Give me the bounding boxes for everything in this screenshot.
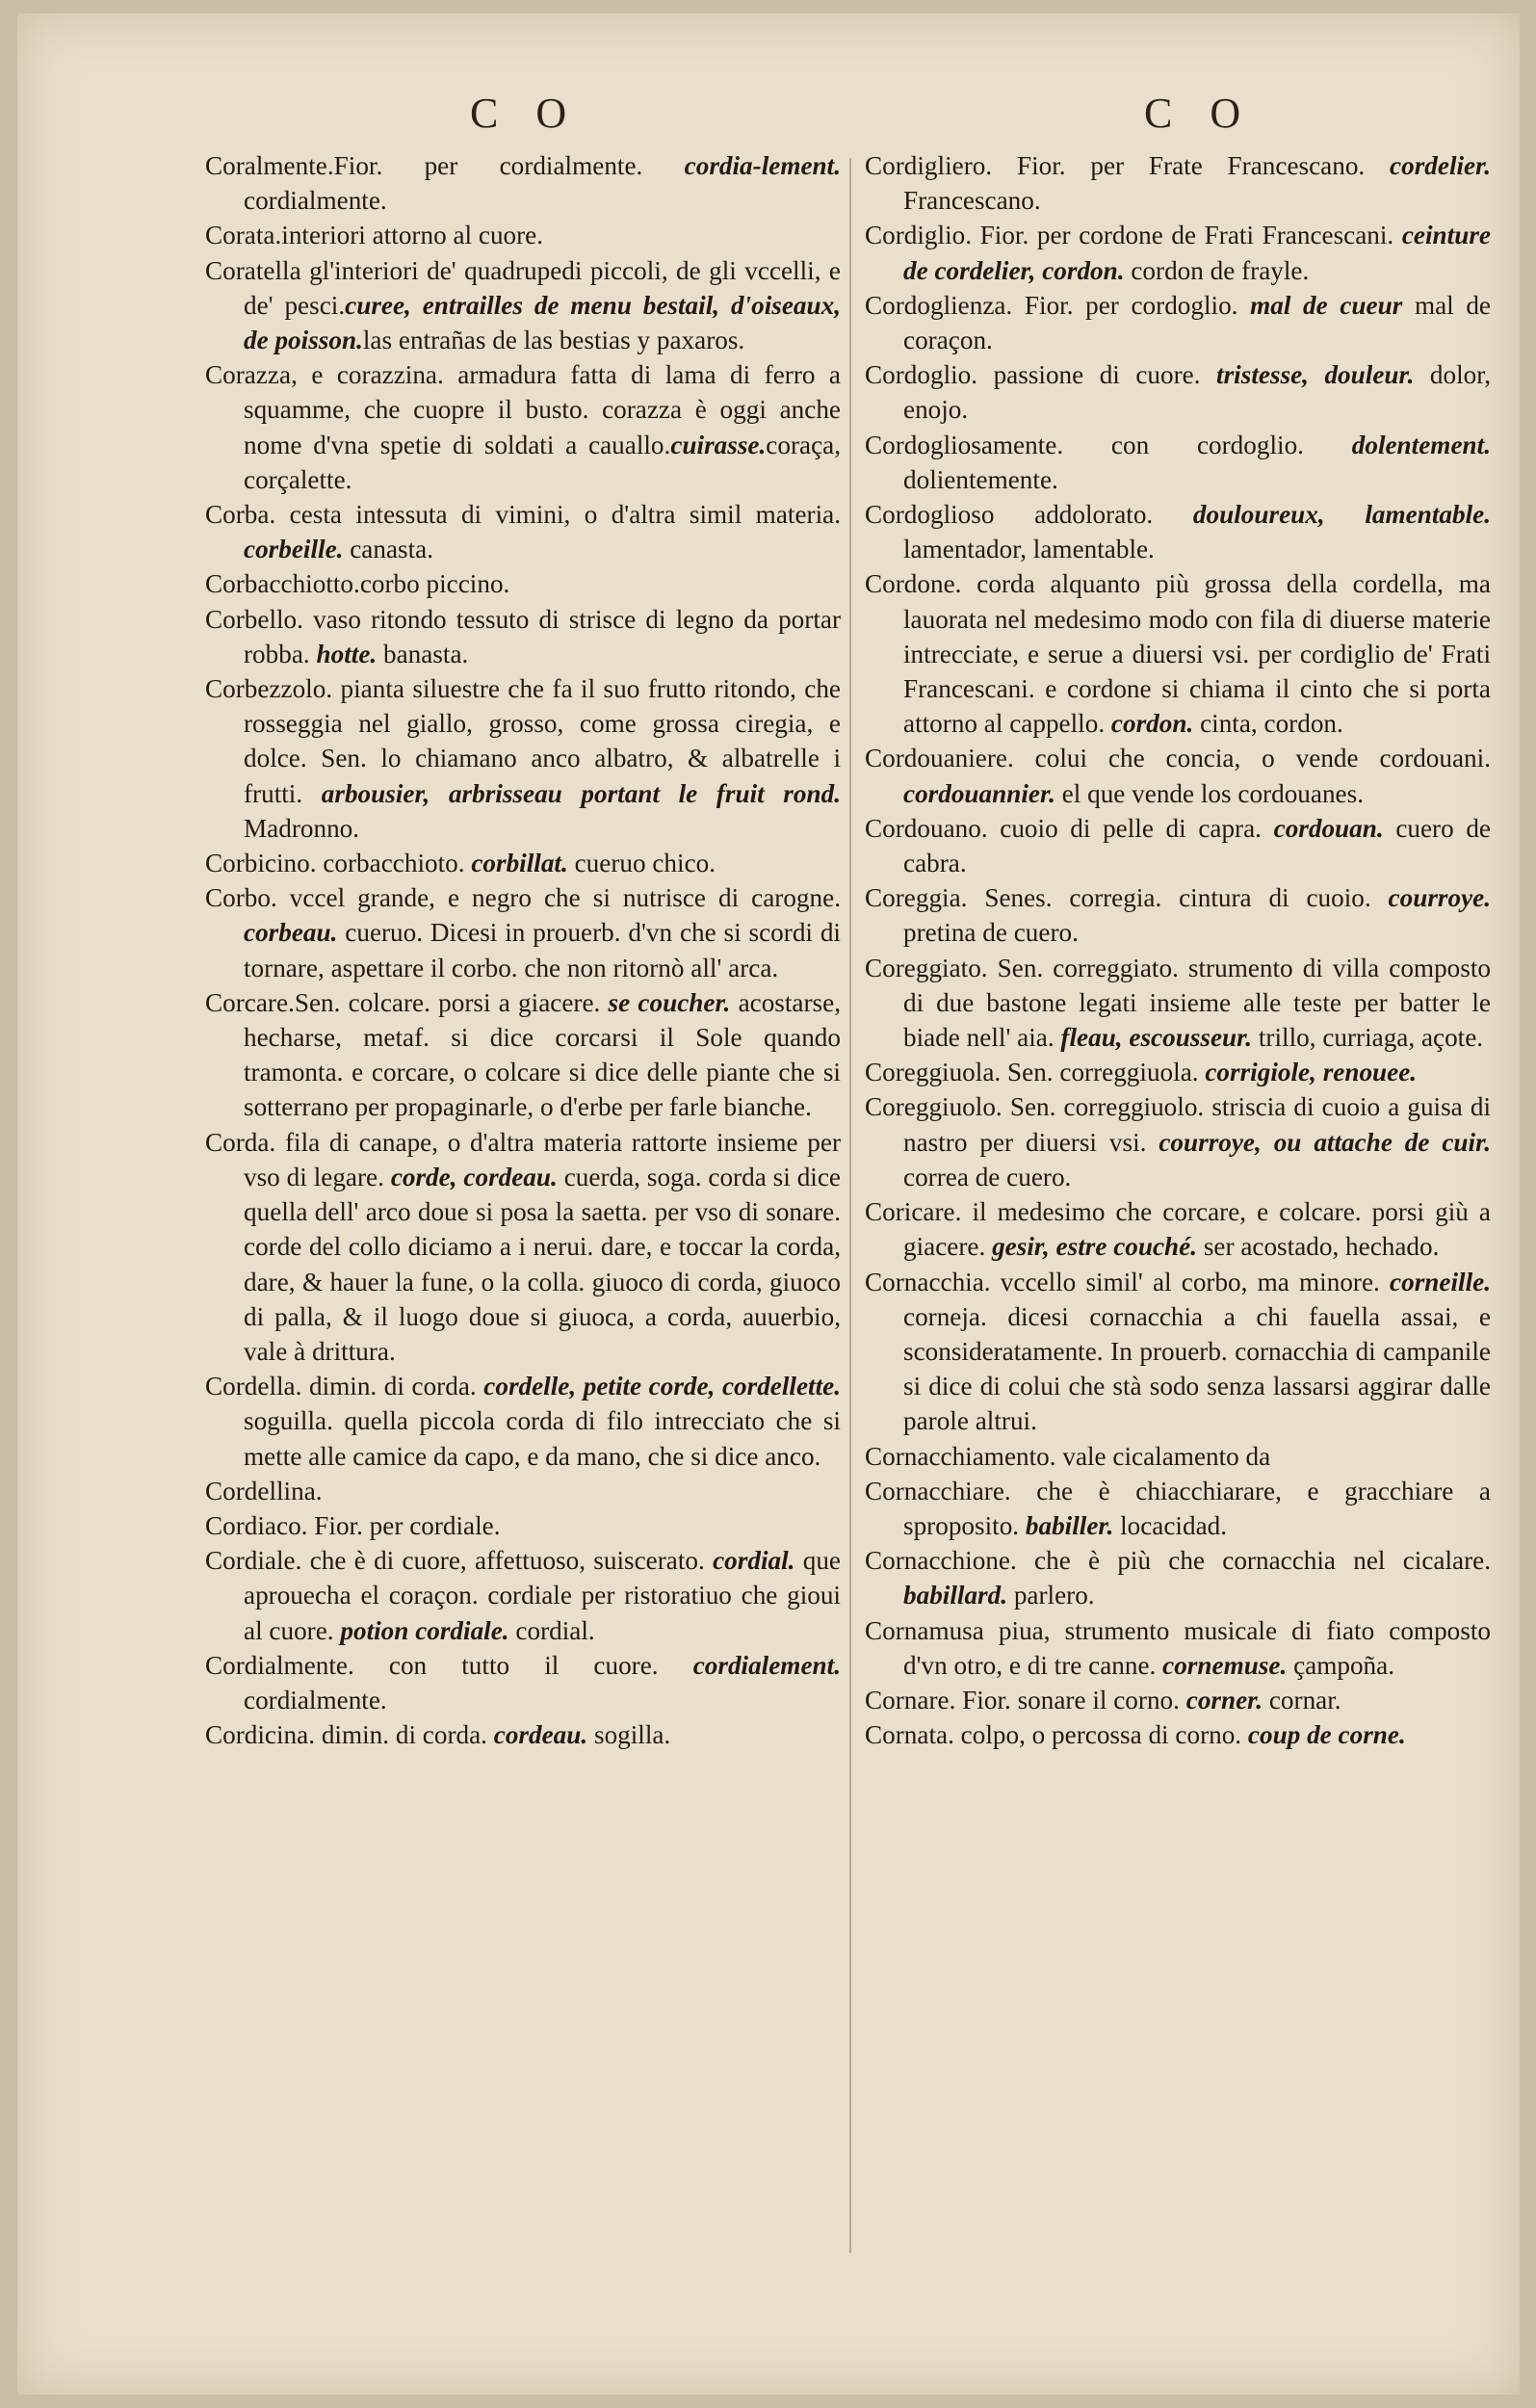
- entry-headword: Corda.: [205, 1127, 276, 1157]
- entry-headword: Corbo.: [205, 883, 277, 913]
- entry-definition: Fior. per cordiale.: [307, 1510, 501, 1540]
- dictionary-entry: [865, 1613, 1491, 1683]
- entry-definition: con tutto il cuore.: [353, 1650, 693, 1680]
- entry-french-equivalent: tristesse, douleur.: [1216, 360, 1415, 390]
- entry-spanish-equivalent: locacidad.: [1113, 1510, 1228, 1540]
- entry-headword: Coricare.: [865, 1197, 962, 1227]
- entry-headword: Coralmente.: [205, 151, 334, 180]
- entry-headword: Cordiglio.: [865, 221, 973, 250]
- dictionary-entry: [865, 1474, 1491, 1543]
- entry-headword: Cordone.: [865, 569, 962, 599]
- dictionary-entry: [205, 218, 841, 252]
- entry-french-equivalent: babiller.: [1025, 1510, 1114, 1540]
- entry-spanish-equivalent: cueruo. Dicesi in prouerb. d'vn che si scordi di tornare, aspettare il corbo. che non ritornò all' arca.: [244, 918, 841, 982]
- entry-headword: Cordoglienza.: [865, 290, 1013, 320]
- entry-headword: Coreggiuola.: [865, 1058, 1002, 1087]
- entry-headword: Cordigliero.: [865, 151, 993, 180]
- entry-french-equivalent: cornemuse.: [1162, 1650, 1288, 1680]
- dictionary-entry: [865, 218, 1491, 287]
- entry-headword: Corbezzolo.: [205, 674, 333, 704]
- entry-spanish-equivalent: trillo, curriaga, açote.: [1252, 1023, 1484, 1053]
- dictionary-entry: [205, 1648, 841, 1717]
- dictionary-entry: [205, 1717, 841, 1752]
- entry-definition: corda alquanto più grossa della cordella, ma lauorata nel medesimo modo con fila di diuerse materie intrecciate, e serue a diuersi vsi. per cordiglio de' Frati Francescani. e cordone si chiama il cinto che si porta attorno al cappello.: [903, 569, 1491, 739]
- entry-headword: Corba.: [205, 500, 276, 530]
- entry-headword: Cordellina.: [205, 1476, 323, 1505]
- entry-definition: piua, strumento musicale di fiato composto d'vn otro, e di tre canne.: [903, 1615, 1491, 1680]
- dictionary-entry: [865, 1543, 1491, 1612]
- entry-french-equivalent: cordelier.: [1390, 151, 1491, 180]
- entry-french-equivalent: corbillat.: [471, 849, 568, 878]
- entry-headword: Cordoglio.: [865, 360, 978, 390]
- entry-french-equivalent: corbeille.: [244, 535, 344, 564]
- entry-spanish-equivalent: dolientemente.: [903, 464, 1058, 494]
- entry-definition: vale cicalamento da: [1055, 1441, 1271, 1471]
- entry-definition: Sen. colcare. porsi a giacere.: [294, 987, 609, 1017]
- entry-definition: colpo, o percossa di corno.: [953, 1720, 1248, 1750]
- entry-headword: Corbicino.: [205, 849, 317, 878]
- entry-headword: Cordiaco.: [205, 1510, 308, 1540]
- entry-definition: Sen. correggiato. strumento di villa composto di due bastone legati insieme alle teste per batter le biade nell' aia.: [903, 953, 1491, 1053]
- entry-definition: corbacchioto.: [316, 849, 472, 878]
- dictionary-entry: [205, 253, 841, 358]
- entry-definition: il medesimo che corcare, e colcare. porsi giù a giacere.: [903, 1197, 1491, 1262]
- dictionary-entry: [865, 1717, 1491, 1752]
- dictionary-entry: [205, 497, 841, 566]
- dictionary-entry: [205, 671, 841, 846]
- entry-french-equivalent: dolentement.: [1351, 430, 1491, 459]
- dictionary-entry: [865, 1089, 1491, 1194]
- entry-definition: Senes. corregia. cintura di cuoio.: [967, 883, 1389, 913]
- entry-headword: Cordialmente.: [205, 1650, 354, 1680]
- entry-french-equivalent: curee, entrailles de menu bestail, d'oiseaux, de poisson.: [244, 290, 841, 355]
- entry-definition: vaso ritondo tessuto di strisce di legno da portar robba.: [244, 604, 841, 668]
- dictionary-entry: [865, 1194, 1491, 1264]
- entry-headword: Cornacchiamento.: [865, 1441, 1056, 1471]
- entry-definition: Fior. per cordialmente.: [333, 151, 685, 180]
- entry-french-equivalent: cuirasse.: [670, 430, 767, 459]
- entry-spanish-equivalent: acostarse, hecharse, metaf. si dice corcarsi il Sole quando tramonta. e corcare, o colcare si dice delle piante che si sotterrano per propaginarle, o d'erbe per farle bianche.: [244, 987, 841, 1122]
- entry-definition: che è chiacchiarare, e gracchiare a sproposito.: [903, 1476, 1491, 1540]
- right-column: [865, 148, 1491, 1752]
- entry-headword: Coratella: [205, 255, 301, 285]
- dictionary-entry: [205, 1508, 841, 1543]
- dictionary-entry: [865, 357, 1491, 427]
- entry-definition: vccel grande, e negro che si nutrisce di carogne.: [276, 883, 841, 913]
- dictionary-entry: [205, 1543, 841, 1648]
- entry-headword: Cordicina.: [205, 1720, 316, 1750]
- entry-definition: Fior. sonare il corno.: [955, 1685, 1186, 1714]
- entry-definition: Sen. correggiuola.: [1001, 1058, 1206, 1087]
- entry-definition: fila di canape, o d'altra materia rattorte insieme per vso di legare.: [244, 1127, 841, 1191]
- entry-french-equivalent: corneille.: [1390, 1267, 1491, 1296]
- entry-headword: Cordouano.: [865, 813, 988, 843]
- entry-headword: Coreggiato.: [865, 953, 988, 982]
- entry-french-equivalent: corner.: [1185, 1685, 1263, 1714]
- entry-headword: Cornacchiare.: [865, 1476, 1011, 1505]
- entry-spanish-equivalent: çampoña.: [1287, 1650, 1395, 1680]
- entry-headword: Cordouaniere.: [865, 744, 1014, 773]
- dictionary-entry: [865, 951, 1491, 1056]
- entry-definition: colui che concia, o vende cordouani.: [1013, 744, 1491, 773]
- entry-definition: Fior. per cordone de Frati Francescani.: [972, 221, 1402, 250]
- entry-spanish-equivalent: cordon de frayle.: [1124, 255, 1310, 285]
- entry-french-equivalent: babillard.: [903, 1581, 1008, 1610]
- entry-french-equivalent: cordouannier.: [903, 778, 1055, 808]
- entry-spanish-equivalent: cuerda, soga. corda si dice quella dell' arco doue si posa la saetta. per vso di sonare. corde del collo diciamo a i nerui. dare, e toccar la corda, dare, & hauer la fune, o la colla. giuoco di corda, giuoco di palla, & il luogo doue si giuoca, a corda, auuerbio, vale à drittura.: [244, 1162, 841, 1366]
- entry-definition: addolorato.: [994, 500, 1193, 530]
- entry-definition: dimin. di corda.: [301, 1372, 484, 1401]
- entry-spanish-equivalent: las entrañas de las bestias y paxaros.: [362, 326, 745, 355]
- entry-spanish-equivalent: canasta.: [343, 535, 434, 564]
- entry-headword: Corbacchiotto.: [205, 569, 360, 599]
- entry-french-equivalent: cordeau.: [493, 1720, 588, 1750]
- entry-headword: Cordella.: [205, 1372, 302, 1401]
- dictionary-entry: [205, 148, 841, 218]
- entry-headword: Corbello.: [205, 604, 303, 634]
- dictionary-page: [17, 13, 1520, 2395]
- entry-headword: Cornare.: [865, 1685, 956, 1714]
- entry-spanish-equivalent: sogilla.: [587, 1720, 671, 1750]
- entry-definition: cesta intessuta di vimini, o d'altra simil materia.: [275, 500, 841, 530]
- entry-spanish-equivalent: corneja. dicesi cornacchia a chi fauella assai, e sconsideratamente. In prouerb. cornacchia di campanile si dice di colui che stà sodo senza lassarsi aggirar dalle parole altrui.: [903, 1301, 1491, 1436]
- entry-definition: gl'interiori de' quadrupedi piccoli, de gli vccelli, e de' pesci.: [244, 255, 841, 320]
- entry-definition: dimin. di corda.: [315, 1720, 494, 1750]
- entry-definition: passione di cuore.: [977, 360, 1217, 390]
- dictionary-entry: [865, 497, 1491, 566]
- entry-spanish-equivalent: cordialmente.: [244, 186, 387, 216]
- entry-headword: Corata.: [205, 221, 282, 250]
- entry-definition: che è più che cornacchia nel cicalare.: [1016, 1546, 1491, 1576]
- entry-french-equivalent: potion cordiale.: [340, 1615, 509, 1645]
- entry-french-equivalent: fleau, escousseur.: [1060, 1023, 1253, 1053]
- entry-french-equivalent: corrigiole, renouee.: [1205, 1058, 1418, 1087]
- entry-definition: Sen. correggiuolo. striscia di cuoio a guisa di nastro per diuersi vsi.: [903, 1092, 1491, 1157]
- entry-headword: Cornacchia.: [865, 1267, 991, 1296]
- entry-french-equivalent: cordialement.: [692, 1650, 841, 1680]
- entry-headword: Cornamusa: [865, 1615, 984, 1645]
- entry-definition: con cordoglio.: [1063, 430, 1352, 459]
- entry-headword: Cordogliosamente.: [865, 430, 1064, 459]
- dictionary-entry: [205, 1369, 841, 1474]
- entry-spanish-equivalent: parlero.: [1007, 1581, 1095, 1610]
- dictionary-entry: [865, 288, 1491, 357]
- entry-spanish-equivalent: cuero de cabra.: [903, 813, 1491, 878]
- entry-french-equivalent: corde, cordeau.: [390, 1162, 558, 1191]
- entry-spanish-equivalent: cueruo chico.: [567, 849, 716, 878]
- entry-spanish-equivalent: correa de cuero.: [903, 1162, 1072, 1191]
- entry-headword: Cornata.: [865, 1720, 954, 1750]
- entry-french-equivalent: cordelle, petite corde, cordellette.: [483, 1372, 842, 1401]
- entry-spanish-equivalent: el que vende los cordouanes.: [1054, 778, 1364, 808]
- entry-spanish-equivalent: cinta, cordon.: [1193, 709, 1343, 739]
- entry-spanish-equivalent: cornar.: [1263, 1685, 1341, 1714]
- entry-french-equivalent: mal de cueur: [1250, 290, 1403, 320]
- dictionary-entry: [865, 1055, 1491, 1089]
- entry-headword: Coreggiuolo.: [865, 1092, 1002, 1122]
- dictionary-entry: [205, 1474, 841, 1508]
- dictionary-entry: [865, 566, 1491, 741]
- entry-spanish-equivalent: pretina de cuero.: [903, 918, 1079, 948]
- entry-definition: Fior. per cordoglio.: [1012, 290, 1251, 320]
- entry-spanish-equivalent: ser acostado, hechado.: [1197, 1232, 1440, 1262]
- entry-french-equivalent: cordia-lement.: [684, 151, 841, 180]
- entry-definition: pianta siluestre che fa il suo frutto ritondo, che rosseggia nel giallo, grosso, come grossa ciregia, e dolce. Sen. lo chiamano anco albatro, & albatrelle i frutti.: [244, 674, 841, 808]
- entry-spanish-equivalent: dolor, enojo.: [903, 360, 1491, 425]
- entry-definition: , e corazzina. armadura fatta di lama di ferro a squamme, che cuopre il busto. corazza è oggi anche nome d'vna spetie di soldati a cauallo.: [244, 360, 841, 459]
- entry-spanish-equivalent: que aprouecha el coraçon. cordiale per ristoratiuo che gioui al cuore.: [244, 1546, 841, 1645]
- entry-french-equivalent: hotte.: [316, 639, 377, 668]
- entry-definition: che è di cuore, affettuoso, suiscerato.: [301, 1546, 714, 1576]
- entry-headword: Coreggia.: [865, 883, 968, 913]
- dictionary-entry: [865, 428, 1491, 497]
- dictionary-entry: [205, 602, 841, 671]
- entry-definition: corbo piccino.: [359, 569, 510, 599]
- dictionary-entry: [865, 880, 1491, 950]
- dictionary-entry: [205, 566, 841, 601]
- entry-french-equivalent: courroye, ou attache de cuir.: [1159, 1127, 1491, 1157]
- entry-definition: Fior. per Frate Francescano.: [992, 151, 1391, 180]
- dictionary-entry: [865, 811, 1491, 880]
- entry-definition: interiori attorno al cuore.: [281, 221, 544, 250]
- entry-spanish-equivalent: Francescano.: [903, 186, 1041, 216]
- entry-headword: Cordoglioso: [865, 500, 995, 530]
- entry-french-equivalent: arbousier, arbrisseau portant le fruit rond.: [321, 778, 841, 808]
- entry-french-equivalent: cordon.: [1110, 709, 1194, 739]
- entry-spanish-equivalent: cordialmente.: [244, 1685, 387, 1714]
- entry-spanish-equivalent: lamentador, lamentable.: [903, 535, 1155, 564]
- entry-french-equivalent: ceinture de cordelier, cordon.: [903, 221, 1491, 285]
- entry-definition: cuoio di pelle di capra.: [987, 813, 1274, 843]
- entry-headword: Corazza: [205, 360, 292, 390]
- entry-spanish-equivalent: cordial.: [508, 1615, 595, 1645]
- dictionary-entry: [865, 148, 1491, 218]
- running-heads: [17, 89, 1520, 146]
- entry-french-equivalent: douloureux, lamentable.: [1192, 500, 1492, 530]
- entry-headword: Cordiale.: [205, 1546, 302, 1576]
- entry-spanish-equivalent: mal de coraçon.: [903, 290, 1492, 355]
- dictionary-entry: [865, 1683, 1491, 1717]
- entry-headword: Corcare.: [205, 987, 295, 1017]
- dictionary-entry: [865, 1439, 1491, 1474]
- entry-french-equivalent: cordouan.: [1273, 813, 1384, 843]
- entry-french-equivalent: se coucher.: [608, 987, 731, 1017]
- dictionary-entry: [205, 985, 841, 1125]
- running-head-left: C O: [470, 90, 581, 137]
- entry-french-equivalent: coup de corne.: [1247, 1720, 1406, 1750]
- entry-spanish-equivalent: Madronno.: [244, 813, 360, 843]
- dictionary-entry: [205, 846, 841, 880]
- left-column: [205, 148, 841, 1752]
- dictionary-entry: [205, 880, 841, 985]
- entry-french-equivalent: corbeau.: [244, 918, 338, 948]
- entry-definition: vccello simil' al corbo, ma minore.: [990, 1267, 1391, 1296]
- entry-headword: Cornacchione.: [865, 1546, 1017, 1576]
- entry-french-equivalent: cordial.: [713, 1546, 795, 1576]
- dictionary-entry: [865, 741, 1491, 810]
- column-divider: [849, 158, 851, 2253]
- entry-spanish-equivalent: soguilla. quella piccola corda di filo intrecciato che si mette alle camice da capo, e da mano, che si dice anco.: [244, 1406, 841, 1471]
- entry-spanish-equivalent: banasta.: [377, 639, 469, 668]
- running-head-right: C O: [1144, 90, 1255, 137]
- entry-spanish-equivalent: coraça, corçalette.: [244, 430, 841, 494]
- entry-french-equivalent: courroye.: [1388, 883, 1491, 913]
- dictionary-entry: [865, 1265, 1491, 1439]
- dictionary-entry: [205, 357, 841, 497]
- entry-french-equivalent: gesir, estre couché.: [992, 1232, 1198, 1262]
- dictionary-entry: [205, 1125, 841, 1369]
